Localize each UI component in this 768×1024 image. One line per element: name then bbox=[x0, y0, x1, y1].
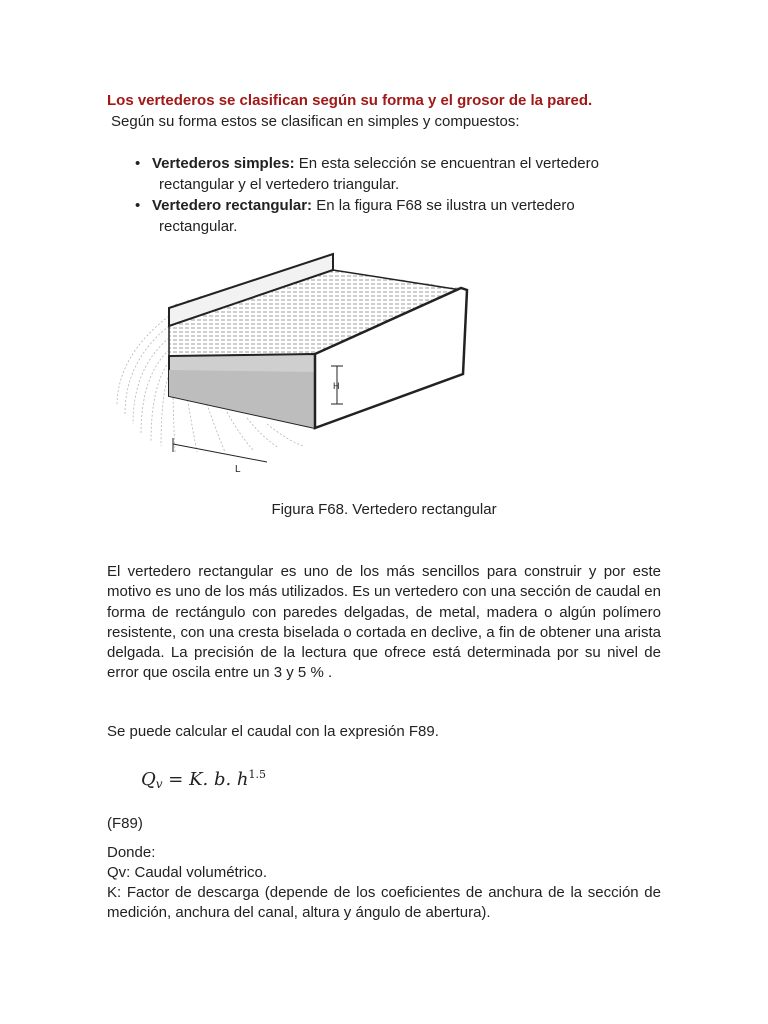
bullet-dot-icon: • bbox=[135, 197, 141, 214]
bullet-text-continuation: rectangular y el vertedero triangular. bbox=[159, 176, 400, 193]
body-paragraph: El vertedero rectangular es uno de los más sencillos para construir y por este motivo es uno de los más utilizados. Es un vertedero con una sección de caudal en forma de rectángulo con paredes delgadas, de metal, madera o algún polímero resistente, con una cresta biselada o cortada en declive, a fin de obtener una arista delgada. La precisión de la lectura que ofrece está determinada por su nivel de error que oscila entre un 3 y 5 % . bbox=[107, 563, 661, 682]
bullet-item-rectangular bbox=[107, 195, 661, 237]
definition-k: K: Factor de descarga (depende de los coeficientes de anchura de la sección de medición, anchura del canal, altura y ángulo de abertura). bbox=[107, 884, 661, 921]
length-label: L bbox=[235, 464, 241, 474]
intro-text: Según su forma estos se clasifican en simples y compuestos: bbox=[111, 113, 520, 130]
weir-illustration bbox=[107, 246, 479, 474]
bullet-text: En esta selección se encuentran el vertedero bbox=[294, 155, 599, 172]
section-heading: Los vertederos se clasifican según su forma y el grosor de la pared. bbox=[107, 92, 593, 109]
calc-sentence: Se puede calcular el caudal con la expresión F89. bbox=[107, 723, 439, 740]
definitions-intro: Donde: bbox=[107, 844, 156, 861]
bullet-dot-icon: • bbox=[135, 155, 141, 172]
figure-caption: Figura F68. Vertedero rectangular bbox=[271, 501, 497, 518]
bullet-item-simples bbox=[107, 153, 661, 195]
bullet-text: En la figura F68 se ilustra un vertedero bbox=[312, 197, 575, 214]
flow-formula: $Q_v = K$. b. $h^{1.5}$ bbox=[141, 768, 267, 791]
bullet-list bbox=[107, 153, 661, 237]
definition-qv: Qv: Caudal volumétrico. bbox=[107, 864, 268, 881]
length-dimension bbox=[173, 438, 267, 462]
equation-number: (F89) bbox=[107, 815, 143, 832]
bullet-term: Vertederos simples: bbox=[152, 155, 295, 172]
height-label: H bbox=[333, 381, 340, 391]
bullet-text-continuation: rectangular. bbox=[159, 218, 238, 235]
definitions-list bbox=[107, 843, 661, 923]
bullet-term: Vertedero rectangular: bbox=[152, 197, 313, 214]
